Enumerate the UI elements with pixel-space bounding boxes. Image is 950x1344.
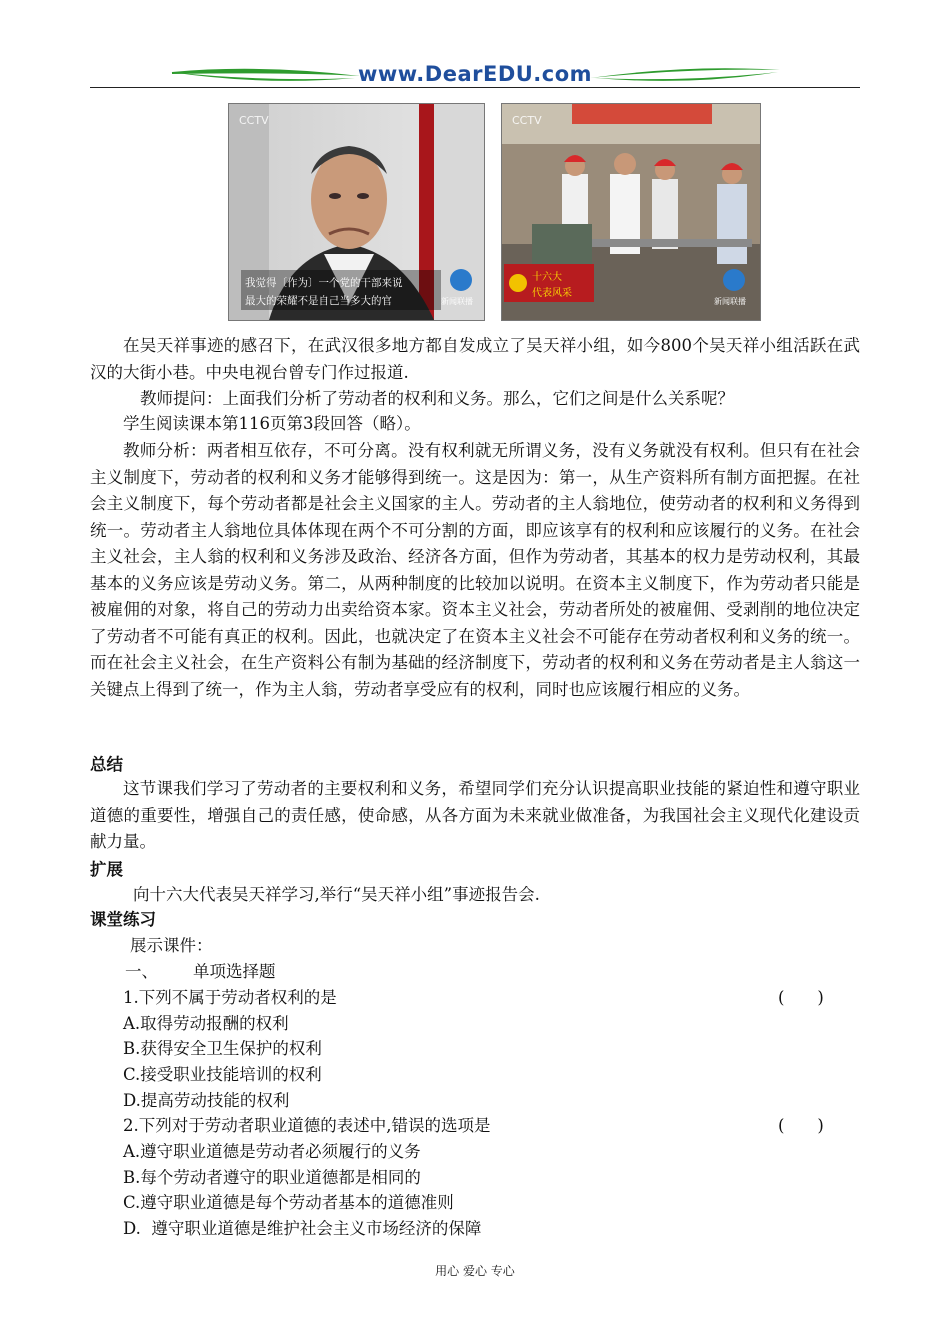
- q1-option-a: A.取得劳动报酬的权利: [123, 1014, 289, 1033]
- q2-option-a: A.遵守职业道德是劳动者必须履行的义务: [123, 1142, 421, 1161]
- cctv-bug: CCTV: [239, 114, 269, 127]
- paragraph-extend: 向十六大代表吴天祥学习,举行“吴天祥小组”事迹报告会.: [133, 885, 540, 904]
- paragraph-story: 在吴天祥事迹的感召下，在武汉很多地方都自发成立了吴天祥小组，如今800个吴天祥小组活跃在武汉的大街小巷。中央电视台曾专门作过报道.: [90, 336, 860, 382]
- heading-summary: 总结: [90, 755, 123, 774]
- news-logo-text: 新闻联播: [441, 297, 473, 306]
- question-1-answer-blank: ( ): [778, 988, 824, 1007]
- cctv-bug: CCTV: [512, 114, 542, 127]
- section-title: 单项选择题: [193, 962, 276, 981]
- video-subtitle-line1: 我觉得〔作为〕一个党的干部来说: [245, 277, 403, 289]
- video-subtitle-line2: 最大的荣耀不是自己当多大的官: [245, 295, 392, 307]
- show-courseware: 展示课件：: [130, 936, 213, 955]
- news-photo-official: [228, 103, 485, 321]
- heading-extend: 扩展: [90, 860, 123, 879]
- heading-practice: 课堂练习: [90, 910, 156, 929]
- section-number: 一、: [125, 962, 158, 981]
- news-logo-text: 新闻联播: [714, 297, 746, 306]
- paragraph-summary: 这节课我们学习了劳动者的主要权利和义务，希望同学们充分认识提高职业技能的紧迫性和遵守职业道德的重要性，增强自己的责任感，使命感，从各方面为未来就业做准备，为我国社会主义现代化建设贡献力量。: [90, 779, 860, 851]
- question-1: 1.下列不属于劳动者权利的是: [123, 988, 337, 1007]
- question-2: 2.下列对于劳动者职业道德的表述中,错误的选项是: [123, 1116, 491, 1135]
- teacher-question: 教师提问：上面我们分析了劳动者的权利和义务。那么，它们之间是什么关系呢？: [140, 389, 734, 408]
- party-emblem-icon: [509, 274, 527, 292]
- page-footer: 用心 爱心 专心: [435, 1264, 515, 1278]
- student-reading: 学生阅读课本第116页第3段回答（略）。: [123, 414, 421, 433]
- q1-option-d: D.提高劳动技能的权利: [123, 1091, 290, 1110]
- news-logo-icon: [723, 269, 745, 291]
- site-logo-text: www.DearEDU.com: [357, 62, 593, 86]
- news-logo-icon: [450, 269, 472, 291]
- header-divider: [90, 87, 860, 88]
- banner-top-text: 十六大: [532, 272, 562, 283]
- site-header-banner: [90, 60, 860, 94]
- q1-option-b: B.获得安全卫生保护的权利: [123, 1039, 322, 1058]
- q2-option-d: D. 遵守职业道德是维护社会主义市场经济的保障: [123, 1219, 482, 1238]
- banner-bottom-text: 代表风采: [532, 288, 572, 299]
- q2-option-b: B.每个劳动者遵守的职业道德都是相同的: [123, 1168, 421, 1187]
- question-2-answer-blank: ( ): [778, 1116, 824, 1135]
- teacher-analysis: 教师分析：两者相互依存，不可分离。没有权利就无所谓义务，没有义务就没有权利。但只有在社会主义制度下，劳动者的权利和义务才能够得到统一。这是因为：第一，从生产资料所有制方面把握。在社会主义制度下，每个劳动者都是社会主义国家的主人。劳动者的主人翁地位，使劳动者的权利和义务得到统一。劳动者主人翁地位具体体现在两个不可分割的方面，即应该享有的权利和应该履行的义务。在社会主义社会，主人翁的权利和义务涉及政治、经济各方面，但作为劳动者，其基本的权力是劳动权利，其最基本的义务应该是劳动义务。第二，从两种制度的比较加以说明。在资本主义制度下，作为劳动者只能是被雇佣的对象，将自己的劳动力出卖给资本家。资本主义社会，劳动者所处的被雇佣、受剥削的地位决定了劳动者不可能有真正的权利。因此，也就决定了在资本主义社会不可能存在劳动者权利和义务的统一。而在社会主义社会，在生产资料公有制为基础的经济制度下，劳动者的权利和义务在劳动者是主人翁这一关键点上得到了统一，作为主人翁，劳动者享受应有的权利，同时也应该履行相应的义务。: [90, 441, 860, 699]
- news-photo-factory: [501, 103, 761, 321]
- q2-option-c: C.遵守职业道德是每个劳动者基本的道德准则: [123, 1193, 454, 1212]
- q1-option-c: C.接受职业技能培训的权利: [123, 1065, 322, 1084]
